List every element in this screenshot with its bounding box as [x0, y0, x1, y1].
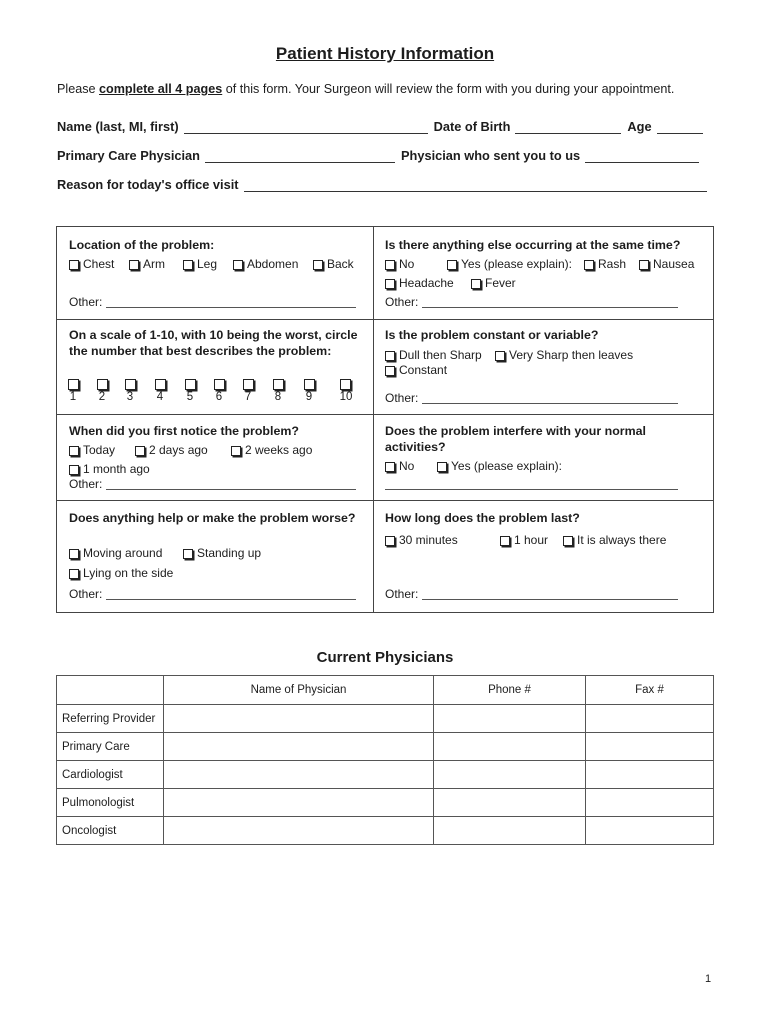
physician-name-cell[interactable]	[164, 733, 434, 761]
option-label: Constant	[399, 363, 448, 377]
duration-question: How long does the problem last?	[385, 511, 580, 525]
dob-field[interactable]	[515, 121, 621, 134]
checkbox-icon	[471, 279, 481, 289]
other-label: Other:	[385, 587, 419, 601]
checkbox-icon	[639, 260, 649, 270]
column-header: Fax #	[586, 676, 714, 705]
checkbox-icon	[385, 536, 395, 546]
age-label: Age	[627, 119, 652, 134]
scale-number: 9	[305, 391, 313, 403]
option-label: Rash	[598, 257, 627, 271]
option-label: Headache	[399, 276, 454, 290]
checkbox-icon	[313, 260, 323, 270]
table-row	[57, 817, 714, 845]
option-label: 30 minutes	[399, 533, 458, 547]
help-worse-question: Does anything help or make the problem worse?	[69, 511, 356, 525]
phone-cell[interactable]	[434, 761, 586, 789]
scale-box[interactable]	[185, 379, 196, 390]
checkbox-icon	[69, 549, 79, 559]
sent-by-field[interactable]	[585, 150, 699, 163]
option-label: 2 weeks ago	[245, 443, 313, 457]
option-1-month[interactable]	[69, 462, 150, 477]
option-fever[interactable]	[471, 276, 516, 291]
physician-name-cell[interactable]	[164, 761, 434, 789]
duration-other[interactable]	[385, 587, 678, 602]
scale-number: 2	[98, 391, 106, 403]
checkbox-icon	[385, 279, 395, 289]
row-label: Primary Care	[57, 733, 164, 761]
option-label: Moving around	[83, 546, 163, 560]
option-rash[interactable]	[584, 257, 626, 272]
name-field[interactable]	[184, 121, 428, 134]
physicians-table	[56, 675, 714, 845]
scale-number: 1	[69, 391, 77, 403]
reason-label: Reason for today's office visit	[57, 177, 239, 192]
name-label: Name (last, MI, first)	[57, 119, 179, 134]
scale-box[interactable]	[155, 379, 166, 390]
option-label: Back	[327, 257, 354, 271]
first-notice-question: When did you first notice the problem?	[69, 424, 299, 438]
option-always[interactable]	[563, 533, 666, 548]
page-title: Patient History Information	[275, 44, 495, 63]
option-label: Yes (please explain):	[451, 459, 562, 473]
scale-box[interactable]	[304, 379, 315, 390]
option-30-minutes[interactable]	[385, 533, 458, 548]
scale-number: 7	[244, 391, 252, 403]
option-label: Fever	[485, 276, 516, 290]
table-header-row	[57, 676, 714, 705]
row-label: Pulmonologist	[57, 789, 164, 817]
scale-number: 10	[339, 391, 353, 403]
intro-prefix: Please	[57, 82, 100, 96]
other-field[interactable]	[106, 479, 356, 490]
other-field[interactable]	[422, 393, 678, 404]
option-label: Very Sharp then leaves	[509, 348, 634, 362]
option-abdomen[interactable]	[233, 257, 298, 272]
physician-name-cell[interactable]	[164, 705, 434, 733]
option-label: Standing up	[197, 546, 262, 560]
grid-divider	[57, 500, 713, 501]
scale-number: 5	[186, 391, 194, 403]
intro-text	[57, 82, 727, 96]
checkbox-icon	[437, 462, 447, 472]
reason-row	[57, 174, 711, 192]
option-label: 2 days ago	[149, 443, 208, 457]
option-back[interactable]	[313, 257, 354, 272]
primary-care-label: Primary Care Physician	[57, 148, 200, 163]
location-question: Location of the problem:	[69, 238, 215, 252]
table-row	[57, 733, 714, 761]
other-field[interactable]	[422, 589, 678, 600]
table-row	[57, 705, 714, 733]
option-label: 1 hour	[514, 533, 549, 547]
option-constant[interactable]	[385, 363, 447, 378]
intro-emphasis: complete all 4 pages	[99, 82, 223, 96]
option-label: Chest	[83, 257, 115, 271]
row-label: Oncologist	[57, 817, 164, 845]
checkbox-icon	[495, 351, 505, 361]
option-1-hour[interactable]	[500, 533, 548, 548]
option-moving-around[interactable]	[69, 546, 162, 561]
checkbox-icon	[135, 446, 145, 456]
option-label: Leg	[197, 257, 218, 271]
grid-divider	[373, 227, 374, 612]
option-2-days[interactable]	[135, 443, 208, 458]
fax-cell[interactable]	[586, 761, 714, 789]
primary-care-field[interactable]	[205, 150, 395, 163]
option-yes[interactable]	[447, 257, 572, 272]
phone-cell[interactable]	[434, 733, 586, 761]
option-yes[interactable]	[437, 459, 562, 474]
checkbox-icon	[69, 569, 79, 579]
age-field[interactable]	[657, 121, 703, 134]
option-label: 1 month ago	[83, 462, 150, 476]
option-label: Arm	[143, 257, 165, 271]
fax-cell[interactable]	[586, 705, 714, 733]
constancy-other[interactable]	[385, 391, 678, 406]
name-row	[57, 116, 711, 134]
scale-number: 3	[126, 391, 134, 403]
row-label: Cardiologist	[57, 761, 164, 789]
option-chest[interactable]	[69, 257, 114, 272]
option-label: Yes (please explain):	[461, 257, 572, 271]
grid-divider	[57, 319, 713, 320]
scale-number: 6	[215, 391, 223, 403]
other-field[interactable]	[106, 297, 356, 308]
page-number: 1	[705, 973, 712, 985]
scale-box[interactable]	[214, 379, 225, 390]
option-headache[interactable]	[385, 276, 454, 291]
scale-box[interactable]	[340, 379, 351, 390]
explain-field[interactable]	[385, 489, 678, 490]
option-label: Lying on the side	[83, 566, 174, 580]
checkbox-icon	[233, 260, 243, 270]
physicians-title: Current Physicians	[316, 649, 454, 666]
scale-question: On a scale of 1-10, with 10 being the worst, circle the number that best describes the problem:	[69, 328, 358, 358]
scale-box[interactable]	[68, 379, 79, 390]
scale-box[interactable]	[243, 379, 254, 390]
question-grid	[56, 226, 714, 613]
checkbox-icon	[69, 260, 79, 270]
option-very-sharp[interactable]	[495, 348, 633, 363]
checkbox-icon	[183, 549, 193, 559]
column-header	[57, 676, 164, 705]
option-standing-up[interactable]	[183, 546, 261, 561]
grid-divider	[57, 414, 713, 415]
option-today[interactable]	[69, 443, 115, 458]
checkbox-icon	[385, 366, 395, 376]
scale-number: 8	[274, 391, 282, 403]
help-worse-other[interactable]	[69, 587, 356, 602]
option-arm[interactable]	[129, 257, 165, 272]
checkbox-icon	[385, 260, 395, 270]
constancy-question: Is the problem constant or variable?	[385, 328, 599, 342]
column-header: Name of Physician	[164, 676, 434, 705]
intro-suffix: of this form. Your Surgeon will review the form with you during your appointment.	[222, 82, 675, 96]
physician-name-cell[interactable]	[164, 817, 434, 845]
sent-by-label: Physician who sent you to us	[400, 148, 581, 163]
checkbox-icon	[69, 446, 79, 456]
option-label: Today	[83, 443, 116, 457]
fax-cell[interactable]	[586, 733, 714, 761]
phone-cell[interactable]	[434, 789, 586, 817]
option-2-weeks[interactable]	[231, 443, 312, 458]
option-label: Abdomen	[247, 257, 299, 271]
other-label: Other:	[385, 391, 419, 405]
checkbox-icon	[500, 536, 510, 546]
scale-box[interactable]	[273, 379, 284, 390]
other-label: Other:	[69, 587, 103, 601]
phone-cell[interactable]	[434, 817, 586, 845]
table-row	[57, 789, 714, 817]
table-row	[57, 761, 714, 789]
checkbox-icon	[563, 536, 573, 546]
option-no[interactable]	[385, 257, 414, 272]
first-notice-other[interactable]	[69, 477, 356, 492]
option-label: Dull then Sharp	[399, 348, 482, 362]
option-label: No	[399, 459, 415, 473]
checkbox-icon	[447, 260, 457, 270]
scale-box[interactable]	[125, 379, 136, 390]
checkbox-icon	[129, 260, 139, 270]
other-field[interactable]	[106, 589, 356, 600]
option-label: Nausea	[653, 257, 695, 271]
reason-field[interactable]	[244, 179, 707, 192]
concurrent-other[interactable]	[385, 295, 678, 310]
other-label: Other:	[385, 295, 419, 309]
option-label: It is always there	[577, 533, 667, 547]
physician-name-cell[interactable]	[164, 789, 434, 817]
column-header: Phone #	[434, 676, 586, 705]
other-label: Other:	[69, 295, 103, 309]
scale-number: 4	[156, 391, 164, 403]
fax-cell[interactable]	[586, 789, 714, 817]
option-nausea[interactable]	[639, 257, 694, 272]
dob-label: Date of Birth	[433, 119, 511, 134]
scale-box[interactable]	[97, 379, 108, 390]
option-leg[interactable]	[183, 257, 217, 272]
other-label: Other:	[69, 477, 103, 491]
concurrent-question: Is there anything else occurring at the same time?	[385, 238, 681, 252]
option-dull-then-sharp[interactable]	[385, 348, 482, 363]
fax-cell[interactable]	[586, 817, 714, 845]
option-lying-side[interactable]	[69, 566, 173, 581]
checkbox-icon	[69, 465, 79, 475]
checkbox-icon	[231, 446, 241, 456]
physician-row	[57, 145, 711, 163]
other-field[interactable]	[422, 297, 678, 308]
checkbox-icon	[385, 462, 395, 472]
checkbox-icon	[385, 351, 395, 361]
interfere-question: Does the problem interfere with your normal activities?	[385, 424, 646, 454]
location-other[interactable]	[69, 295, 356, 310]
phone-cell[interactable]	[434, 705, 586, 733]
row-label: Referring Provider	[57, 705, 164, 733]
checkbox-icon	[584, 260, 594, 270]
checkbox-icon	[183, 260, 193, 270]
option-label: No	[399, 257, 415, 271]
option-no[interactable]	[385, 459, 414, 474]
